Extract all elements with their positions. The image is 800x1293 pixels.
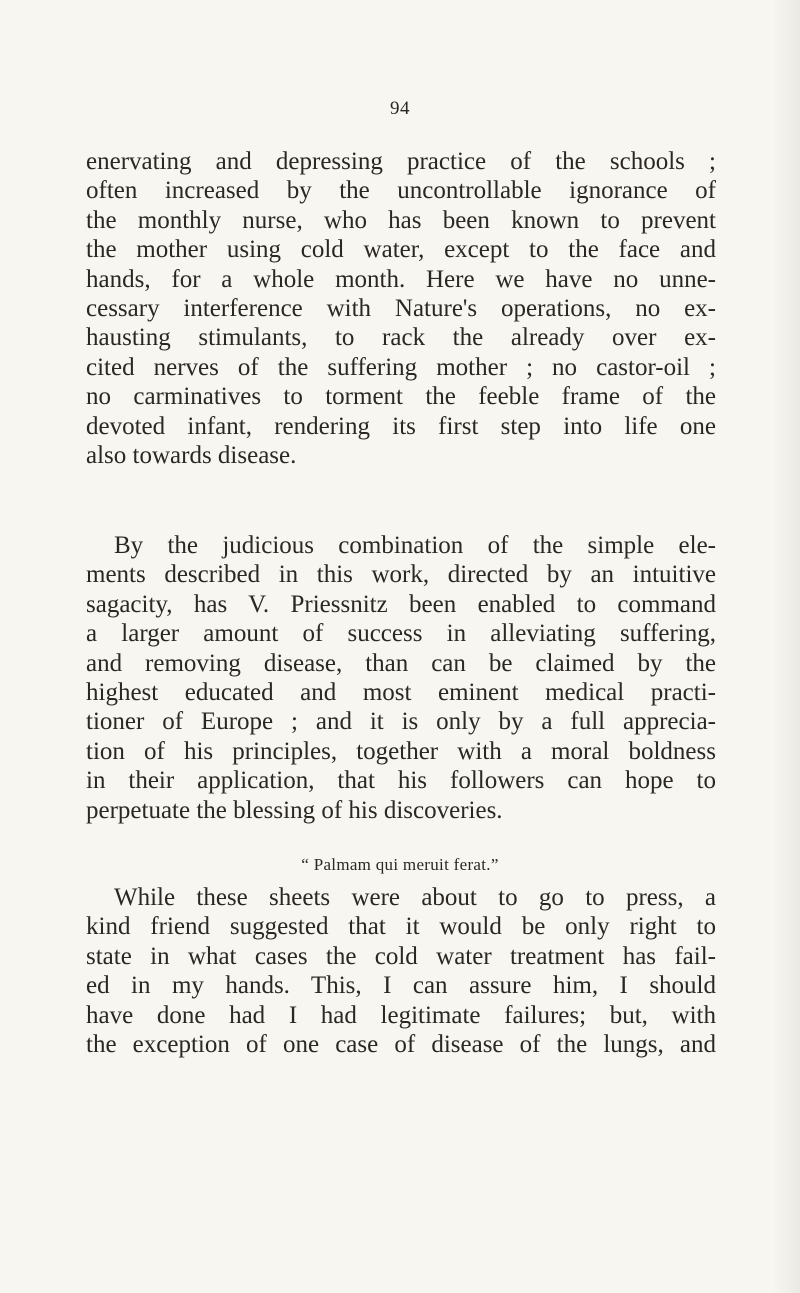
text-line: perpetuate the blessing of his discoveries. (86, 796, 503, 824)
text-line: sagacity, has V. Priessnitz been enabled to command (86, 590, 716, 618)
text-line: hands, for a whole month. Here we have no unne- (86, 265, 716, 293)
text-line: hausting stimulants, to rack the already over ex- (86, 324, 716, 352)
paragraph-2 (86, 531, 716, 825)
text-line: and removing disease, than can be claimed by the (86, 649, 716, 677)
text-line: in their application, that his followers can hope to (86, 767, 716, 795)
paragraph-1 (86, 147, 716, 470)
text-line: By the judicious combination of the simple ele- (114, 532, 716, 559)
text-line: the exception of one case of disease of the lungs, and (86, 1030, 716, 1058)
text-line: cited nerves of the suffering mother ; no castor-oil ; (86, 353, 716, 381)
text-line: a larger amount of success in alleviating suffering, (86, 620, 716, 648)
text-line: also towards disease. (86, 441, 297, 469)
text-line: devoted infant, rendering its first step into life one (86, 412, 716, 440)
text-line: tion of his principles, together with a moral boldness (86, 737, 716, 765)
page-number: 94 (390, 98, 410, 119)
text-line: the monthly nurse, who has been known to prevent (86, 206, 716, 234)
text-line: While these sheets were about to go to press, a (114, 884, 716, 911)
text-line: state in what cases the cold water treatment has fail- (86, 942, 716, 970)
paragraph-3 (86, 883, 716, 1059)
text-line: often increased by the uncontrollable ignorance of (86, 177, 716, 205)
text-line: ed in my hands. This, I can assure him, I should (86, 972, 716, 1000)
text-line: highest educated and most eminent medical practi- (86, 678, 716, 706)
text-line: no carminatives to torment the feeble frame of the (86, 383, 716, 411)
text-line: ments described in this work, directed by an intuitive (86, 561, 716, 589)
latin-motto: “ Palmam qui meruit ferat.” (301, 855, 499, 874)
text-line: cessary interference with Nature's operations, no ex- (86, 294, 716, 322)
text-line: kind friend suggested that it would be only right to (86, 913, 716, 941)
text-line: tioner of Europe ; and it is only by a full apprecia- (86, 708, 716, 736)
text-line: enervating and depressing practice of the schools ; (86, 148, 716, 175)
text-line: have done had I had legitimate failures; but, with (86, 1001, 716, 1029)
page-edge-shadow (772, 0, 800, 1293)
text-line: the mother using cold water, except to the face and (86, 236, 716, 264)
